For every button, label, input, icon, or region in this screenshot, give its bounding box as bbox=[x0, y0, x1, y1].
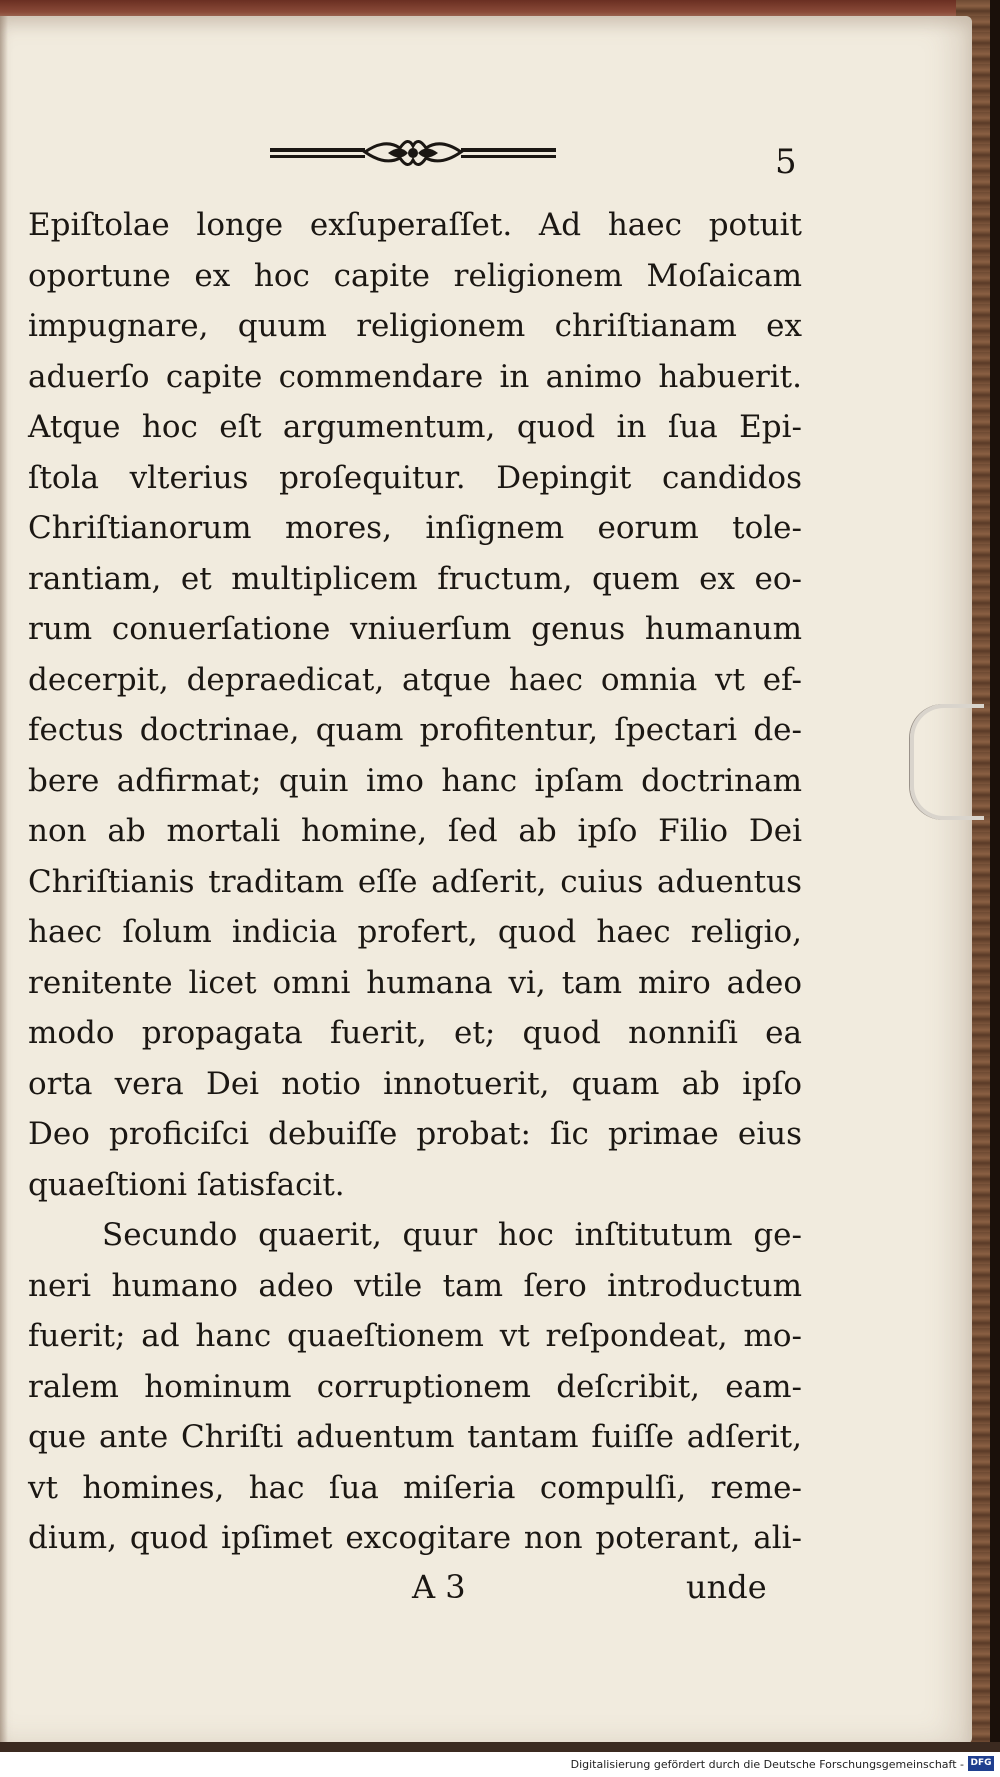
text-line: que ante Chriſti aduentum tantam fuiſſe adſerit, bbox=[28, 1419, 802, 1455]
text-line: fuerit; ad hanc quaeſtionem vt reſpondeat, mo- bbox=[28, 1318, 802, 1354]
text-line: Atque hoc eſt argumentum, quod in ſua Epi- bbox=[28, 409, 802, 445]
page-clip bbox=[910, 704, 984, 820]
signature-mark: A 3 bbox=[412, 1568, 466, 1606]
page-number: 5 bbox=[775, 142, 797, 182]
text-line: renitente licet omni humana vi, tam miro adeo bbox=[28, 964, 802, 1001]
text-line: rum conuerſatione vniuerſum genus humanum bbox=[28, 611, 802, 647]
book-cover-shadow bbox=[990, 0, 1000, 1777]
text-line: impugnare, quum religionem chriſtianam ex bbox=[28, 308, 802, 344]
text-line: decerpit, depraedicat, atque haec omnia vt ef- bbox=[28, 661, 802, 698]
headpiece-ornament-icon bbox=[270, 132, 556, 174]
text-line: Deo proficiſci debuiſſe probat: ſic primae eius bbox=[28, 1116, 802, 1152]
dfg-logo-icon: DFG bbox=[968, 1756, 994, 1771]
text-line: non ab mortali homine, ſed ab ipſo Filio Dei bbox=[28, 813, 802, 849]
text-line: rantiam, et multiplicem fructum, quem ex eo- bbox=[28, 560, 802, 597]
text-line: Chriſtianorum mores, inſignem eorum tole- bbox=[28, 510, 802, 546]
text-line: vt homines, hac ſua miſeria compulſi, reme- bbox=[28, 1469, 802, 1506]
book-bottom-edge bbox=[0, 1742, 1000, 1752]
text-line: ralem hominum corruptionem deſcribit, eam- bbox=[28, 1368, 802, 1405]
body-text bbox=[28, 200, 802, 1564]
text-line: ſtola vlterius proſequitur. Depingit candidos bbox=[28, 459, 802, 496]
page-gutter-shadow bbox=[0, 16, 8, 1744]
text-line: haec ſolum indicia profert, quod haec religio, bbox=[28, 914, 802, 950]
text-line: bere adfirmat; quin imo hanc ipſam doctrinam bbox=[28, 762, 802, 799]
text-line: oportune ex hoc capite religionem Moſaicam bbox=[28, 257, 802, 294]
text-line: neri humano adeo vtile tam ſero introductum bbox=[28, 1267, 802, 1304]
text-line: aduerſo capite commendare in animo habuerit. bbox=[28, 358, 802, 395]
text-line: quaeſtioni ſatisfacit. bbox=[28, 1166, 345, 1203]
text-line: dium, quod ipſimet excogitare non poterant, ali- bbox=[28, 1520, 802, 1556]
text-line: Epiſtolae longe exſuperaſſet. Ad haec potuit bbox=[28, 207, 802, 243]
text-line: Chriſtianis traditam eſſe adſerit, cuius aduentus bbox=[28, 863, 802, 900]
text-line: fectus doctrinae, quam profitentur, ſpectari de- bbox=[28, 712, 802, 748]
text-line: modo propagata fuerit, et; quod nonniſi ea bbox=[28, 1015, 802, 1051]
text-line: Secundo quaerit, quur hoc inſtitutum ge- bbox=[102, 1217, 802, 1253]
catchword: unde bbox=[686, 1568, 767, 1606]
digitization-credit: Digitalisierung gefördert durch die Deutsche Forschungsgemeinschaft - bbox=[570, 1758, 964, 1771]
text-line: orta vera Dei notio innotuerit, quam ab ipſo bbox=[28, 1065, 802, 1102]
